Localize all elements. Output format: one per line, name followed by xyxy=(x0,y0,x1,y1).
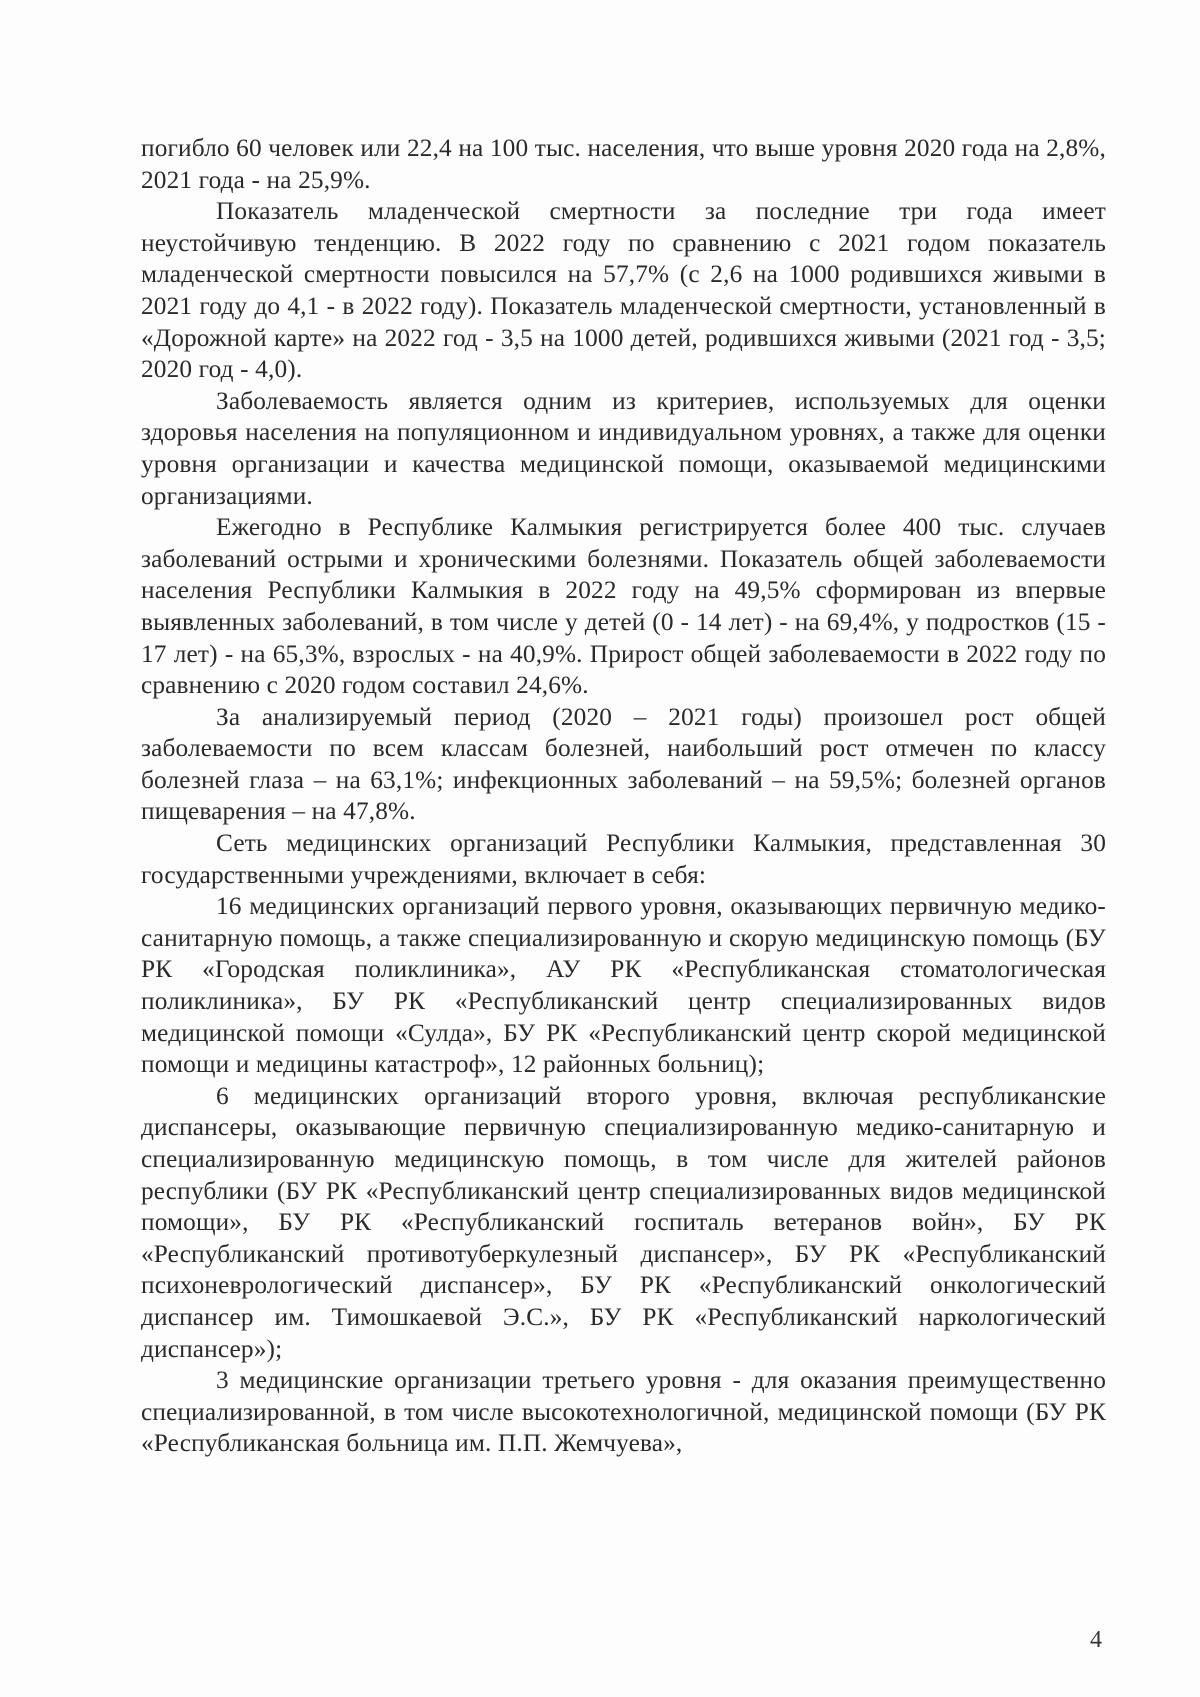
page-number: 4 xyxy=(1090,1627,1102,1653)
paragraph-first-level: 16 медицинских организаций первого уровня, оказывающих первичную медико-санитарную помощь, а также специализированную и скорую медицинскую помощь (БУ РК «Городская поликлиника», АУ РК «Республиканская стоматологическая поликлиника», БУ РК «Республиканский центр специализированных видов медицинской помощи «Сулда», БУ РК «Республиканский центр скорой медицинской помощи и медицины катастроф», 12 районных больниц); xyxy=(141,892,1106,1079)
paragraph-network-intro: Сеть медицинских организаций Республики Калмыкия, представленная 30 государственными учреждениями, включает в себя: xyxy=(141,829,1106,889)
paragraph-annual-cases: Ежегодно в Республике Калмыкия регистрируется более 400 тыс. случаев заболеваний острыми и хроническими болезнями. Показатель общей заболеваемости населения Республики Калмыкия в 2022 году на 49,5% сформирован из впервые выявленных заболеваний, в том числе у детей (0 - 14 лет) - на 69,4%, у подростков (15 - 17 лет) - на 65,3%, взрослых - на 40,9%. Прирост общей заболеваемости в 2022 году по сравнению с 2020 годом составил 24,6%. xyxy=(141,513,1106,700)
paragraph-analysis-period: За анализируемый период (2020 – 2021 годы) произошел рост общей заболеваемости по всем классам болезней, наибольший рост отмечен по классу болезней глаза – на 63,1%; инфекционных заболеваний – на 59,5%; болезней органов пищеварения – на 47,8%. xyxy=(141,702,1106,826)
paragraph-second-level: 6 медицинских организаций второго уровня, включая республиканские диспансеры, оказывающие первичную специализированную медико-санитарную и специализированную медицинскую помощь, в том числе для жителей районов республики (БУ РК «Республиканский центр специализированных видов медицинской помощи», БУ РК «Республиканский госпиталь ветеранов войн», БУ РК «Республиканский противотуберкулезный диспансер», БУ РК «Республиканский психоневрологический диспансер», БУ РК «Республиканский онкологический диспансер им. Тимошкаевой Э.С.», БУ РК «Республиканский наркологический диспансер»); xyxy=(141,1081,1106,1363)
paragraph-third-level: 3 медицинские организации третьего уровня - для оказания преимущественно специализированной, в том числе высокотехнологичной, медицинской помощи (БУ РК «Республиканская больница им. П.П. Жемчуева», xyxy=(141,1366,1106,1458)
paragraph-infant-mortality: Показатель младенческой смертности за последние три года имеет неустойчивую тенденцию. В 2022 году по сравнению с 2021 годом показатель младенческой смертности повысился на 57,7% (с 2,6 на 1000 родившихся живыми в 2021 году до 4,1 - в 2022 году). Показатель младенческой смертности, установленный в «Дорожной карте» на 2022 год - 3,5 на 1000 детей, родившихся живыми (2021 год - 3,5; 2020 год - 4,0). xyxy=(141,197,1106,384)
paragraph-continuation: погибло 60 человек или 22,4 на 100 тыс. населения, что выше уровня 2020 года на 2,8%, 2021 года - на 25,9%. xyxy=(141,134,1106,194)
document-body xyxy=(141,133,1106,1460)
paragraph-morbidity-criteria: Заболеваемость является одним из критериев, используемых для оценки здоровья населения на популяционном и индивидуальном уровнях, а также для оценки уровня организации и качества медицинской помощи, оказываемой медицинскими организациями. xyxy=(141,386,1106,510)
